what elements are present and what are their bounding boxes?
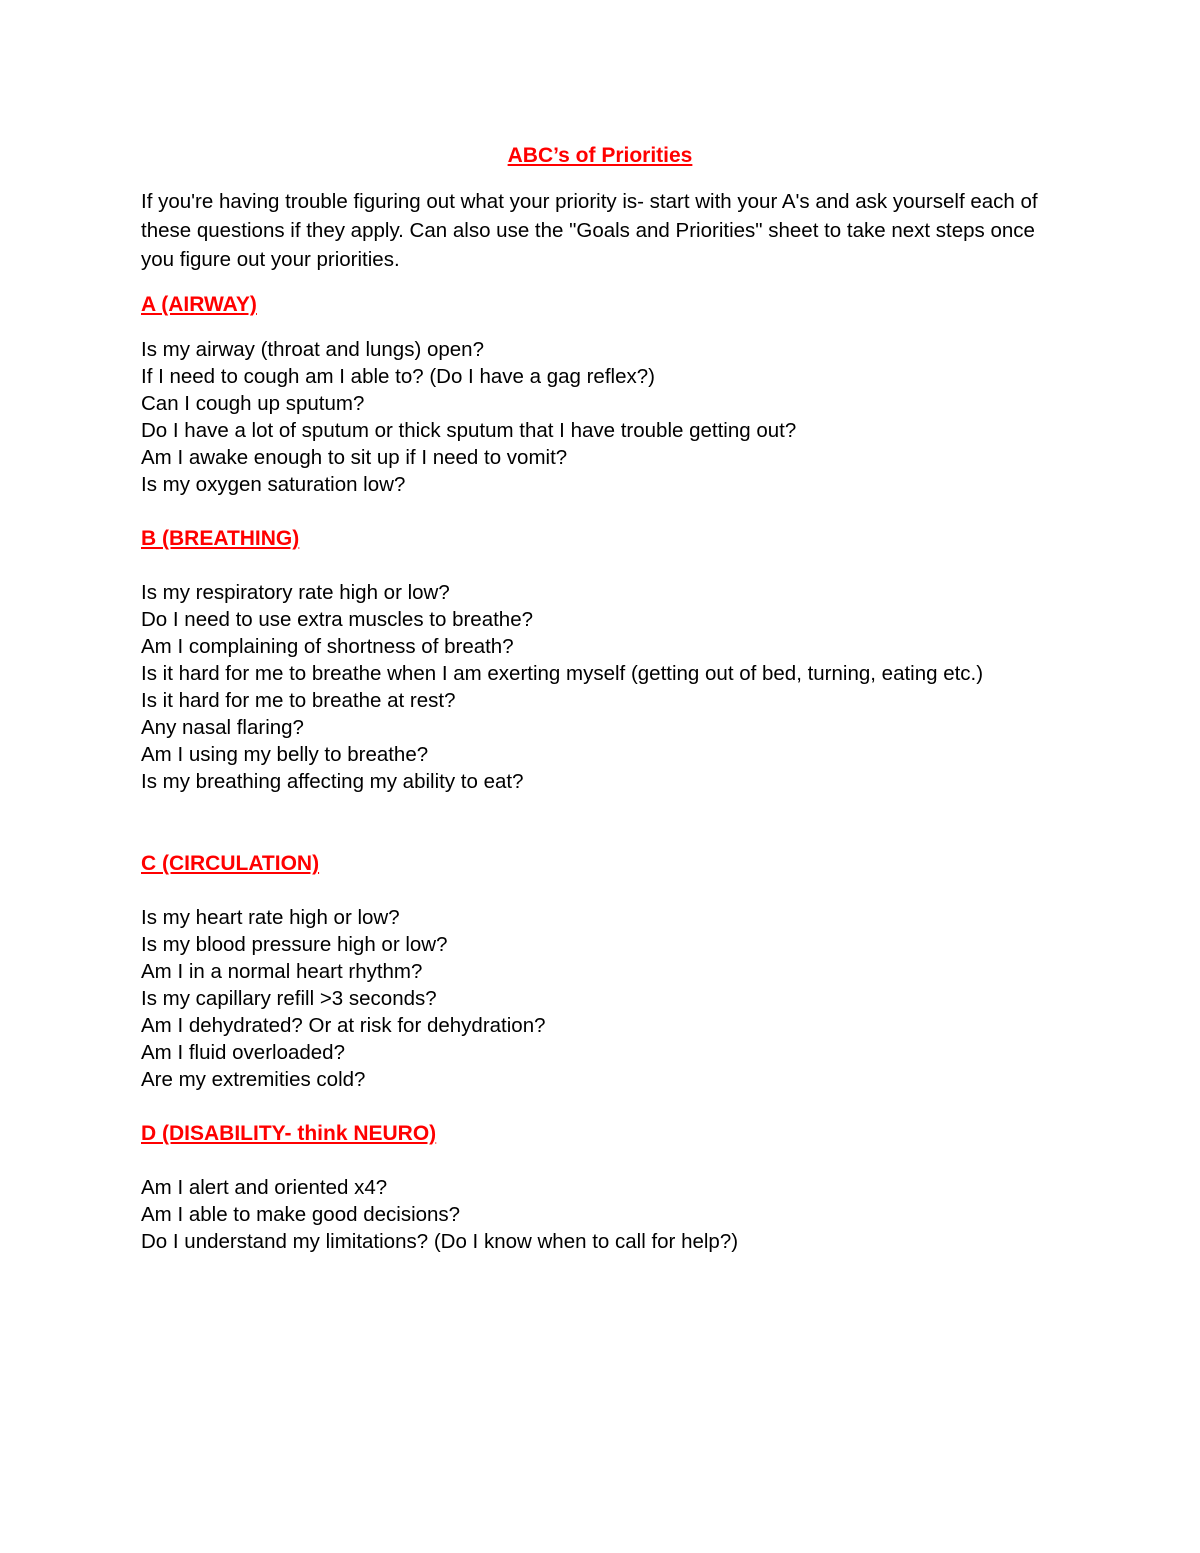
intro-paragraph: If you're having trouble figuring out what your priority is- start with your A's and ask yourself each of these questions if they apply. Can also use the "Goals and Priorities" sheet to take next steps once you figure out your priorities. [141, 190, 1038, 271]
question-item: Are my extremities cold? [141, 1068, 366, 1091]
section-heading: A (AIRWAY) [141, 293, 257, 316]
question-item: Is my capillary refill >3 seconds? [141, 987, 437, 1010]
section-heading: D (DISABILITY- think NEURO) [141, 1122, 437, 1145]
question-item: Is my oxygen saturation low? [141, 473, 406, 496]
question-item: Any nasal flaring? [141, 716, 304, 739]
question-item: Is my airway (throat and lungs) open? [141, 338, 484, 361]
question-item: Is my breathing affecting my ability to eat? [141, 770, 524, 793]
question-item: Am I dehydrated? Or at risk for dehydration? [141, 1014, 546, 1037]
question-item: Am I able to make good decisions? [141, 1203, 461, 1226]
question-item: Is it hard for me to breathe at rest? [141, 689, 456, 712]
question-item: If I need to cough am I able to? (Do I have a gag reflex?) [141, 365, 655, 388]
question-item: Am I alert and oriented x4? [141, 1176, 388, 1199]
question-item: Is it hard for me to breathe when I am exerting myself (getting out of bed, turning, eating etc.) [141, 662, 984, 685]
section-circulation [141, 850, 1071, 1093]
question-item: Is my heart rate high or low? [141, 906, 400, 929]
question-item: Can I cough up sputum? [141, 392, 365, 415]
question-item: Am I using my belly to breathe? [141, 743, 429, 766]
question-item: Am I awake enough to sit up if I need to vomit? [141, 446, 568, 469]
question-item: Do I need to use extra muscles to breathe? [141, 608, 534, 631]
section-disability [141, 1120, 1071, 1255]
question-item: Is my blood pressure high or low? [141, 933, 448, 956]
question-item: Am I complaining of shortness of breath? [141, 635, 514, 658]
section-heading: B (BREATHING) [141, 527, 300, 550]
question-item: Do I understand my limitations? (Do I know when to call for help?) [141, 1230, 739, 1253]
section-airway [141, 291, 1071, 498]
section-breathing [141, 525, 1071, 795]
question-item: Am I fluid overloaded? [141, 1041, 345, 1064]
question-item: Do I have a lot of sputum or thick sputum that I have trouble getting out? [141, 419, 797, 442]
question-item: Am I in a normal heart rhythm? [141, 960, 423, 983]
question-item: Is my respiratory rate high or low? [141, 581, 450, 604]
document-title: ABC’s of Priorities [507, 144, 693, 167]
section-heading: C (CIRCULATION) [141, 852, 320, 875]
